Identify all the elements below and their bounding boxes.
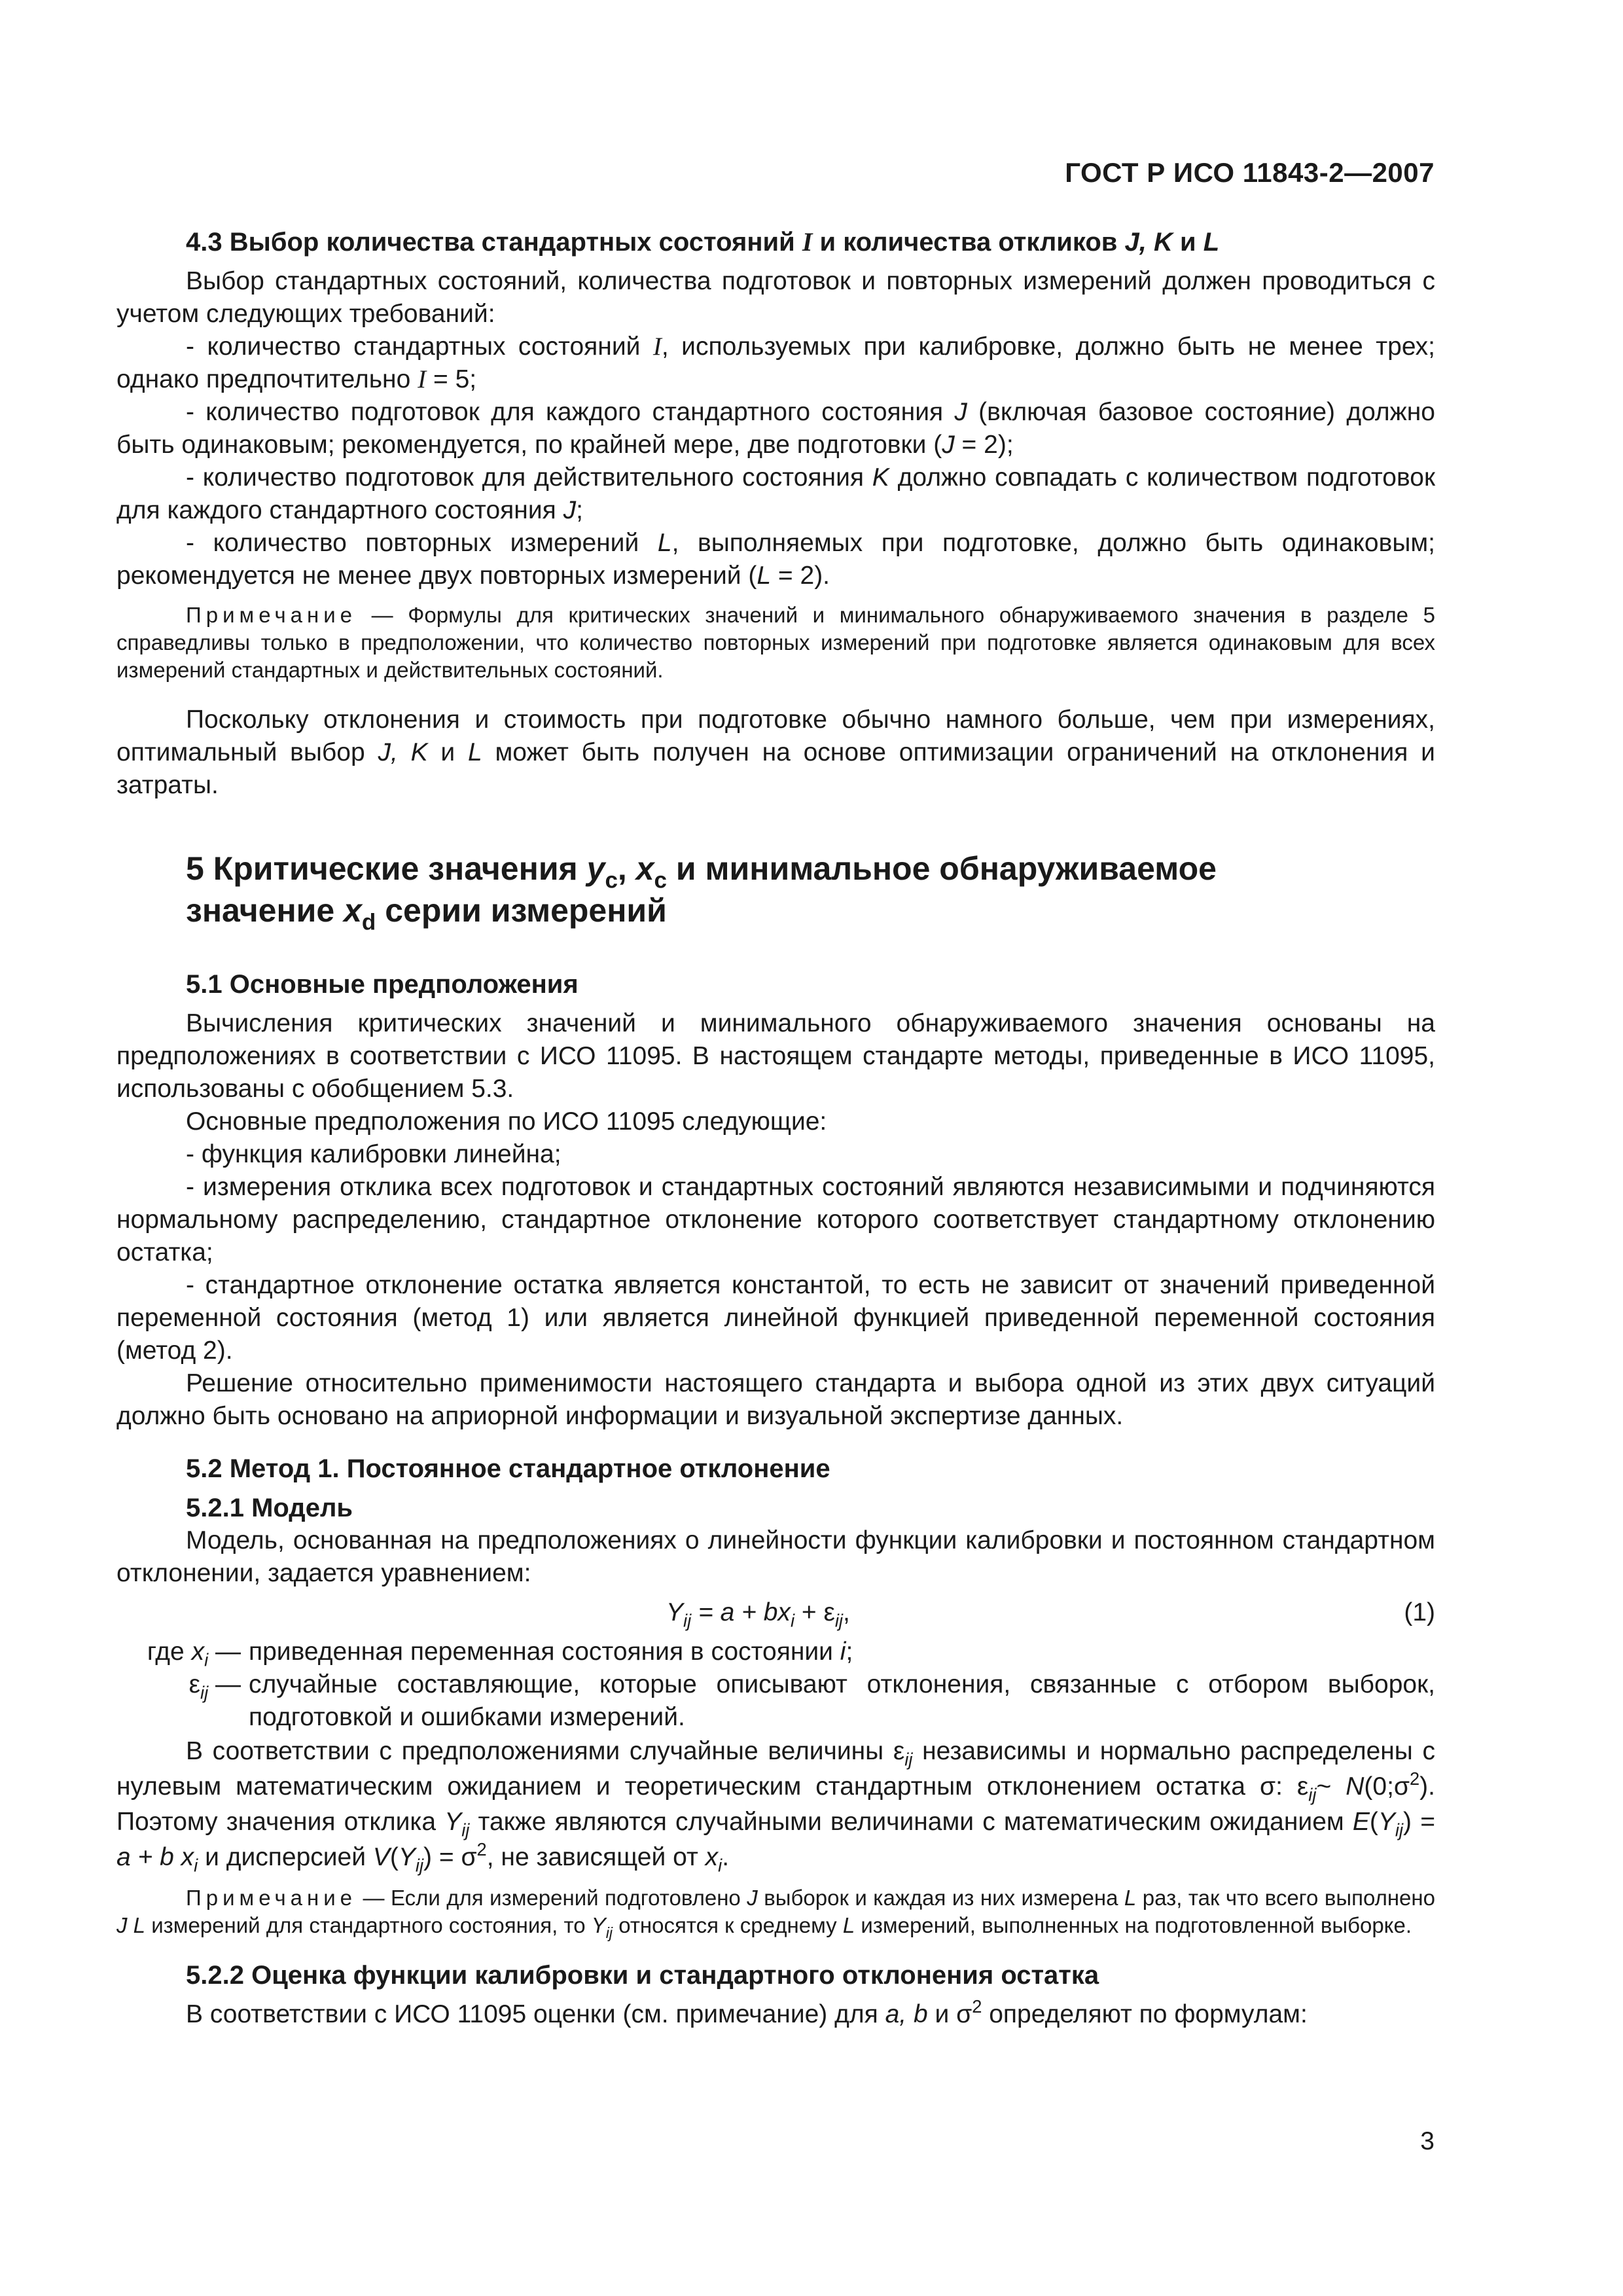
equation-1 <box>116 1594 1435 1632</box>
requirement-item-1: - количество стандартных состояний I, используемых при калибровке, должно быть не менее трех; однако предпочтительно I = 5; <box>116 332 1435 393</box>
section-5-2-1-p2: В соответствии с предположениями случайные величины $\varepsilon_{ij}$ независимы и нормально распределены с нулевым математическим ожиданием и теоретическим стандартным отклонением остатка σ: $\varepsilon_{ij}\sim$ $N(0;\sigma^2)$. Поэтому значения отклика $Y_{ij}$ также являются случайными величинами с математическим ожиданием $E(Y_{ij}) = a + b$ $x_i$ и дисперсией $V(Y_{ij}) = \sigma^2$, не зависящей от $x_i$. <box>116 1737 1435 1876</box>
section-4-3-heading: 4.3 Выбор количества стандартных состояний I и количества откликов J, K и L <box>186 227 1220 257</box>
definition-eij-text: случайные составляющие, которые описывают отклонения, связанные с отбором выборок, подготовкой и ошибками измерений. <box>249 1670 1435 1731</box>
assumption-1: - функция калибровки линейна; <box>186 1140 562 1168</box>
equation-1-formula: $Y_{ij} = a + bx_i + \varepsilon_{ij}$, <box>666 1598 850 1631</box>
assumption-3: - стандартное отклонение остатка является константой, то есть не зависит от значений приведенной переменной состояния (метод 1) или является линейной функцией приведенной переменной состояния (метод 2). <box>116 1271 1435 1365</box>
section-5-1-p1: Вычисления критических значений и минимального обнаруживаемого значения основаны на предположениях в соответствии с ИСО 11095. В настоящем стандарте методы, приведенные в ИСО 11095, использованы с обобщением 5.3. <box>116 1009 1435 1103</box>
requirement-item-3: - количество подготовок для действительного состояния K должно совпадать с количеством подготовок для каждого стандартного состояния J; <box>116 463 1436 524</box>
page-number: 3 <box>1420 2127 1435 2155</box>
section-5-2-2-p1: В соответствии с ИСО 11095 оценки (см. примечание) для a, b и $\sigma^2$ определяют по формулам: <box>186 1996 1308 2028</box>
section-4-3-closing: Поскольку отклонения и стоимость при подготовке обычно намного больше, чем при измерениях, оптимальный выбор J, K и L может быть получен на основе оптимизации ограничений на отклонения и затраты. <box>116 706 1435 799</box>
assumption-2: - измерения отклика всех подготовок и стандартных состояний являются независимыми и подчиняются нормальному распределению, стандартное отклонение которого соответствует стандартному отклонению остатка; <box>116 1173 1435 1266</box>
definition-xi-text: приведенная переменная состояния в состоянии i; <box>249 1638 853 1666</box>
document-body <box>116 226 1435 2031</box>
definition-eij-symbol: $\varepsilon_{ij}$ — <box>188 1670 241 1703</box>
section-5-2-1-heading: 5.2.1 Модель <box>186 1494 353 1522</box>
standard-header: ГОСТ Р ИСО 11843-2—2007 <box>1065 157 1435 188</box>
section-5-heading: 5 Критические значения $y_c$, $x_c$ и минимальное обнаруживаемое значение $x_d$ серии измерений <box>186 850 1217 935</box>
section-5-1-p3: Решение относительно применимости настоящего стандарта и выбора одной из этих двух ситуаций должно быть основано на априорной информации и визуальной экспертизе данных. <box>116 1369 1435 1430</box>
requirement-item-2: - количество подготовок для каждого стандартного состояния J (включая базовое состояние) должно быть одинаковым; рекомендуется, по крайней мере, две подготовки (J = 2); <box>116 398 1435 459</box>
section-5-2-1-p1: Модель, основанная на предположениях о линейности функции калибровки и постоянном стандартном отклонении, задается уравнением: <box>116 1526 1435 1587</box>
definition-xi-symbol: где $x_i$ — <box>147 1638 241 1670</box>
section-4-3-intro: Выбор стандартных состояний, количества подготовок и повторных измерений должен проводиться с учетом следующих требований: <box>116 267 1435 328</box>
note-4-3: Примечание — Формулы для критических значений и минимального обнаруживаемого значения в разделе 5 справедливы только в предположении, что количество повторных измерений при подготовке является одинаковым для всех измерений стандартных и действительных состояний. <box>116 603 1435 682</box>
equation-1-number: (1) <box>1404 1598 1435 1626</box>
note-5-2-1: Примечание — Если для измерений подготовлено J выборок и каждая из них измерена L раз, так что всего выполнено J L измерений для стандартного состояния, то $Y_{ij}$ относятся к среднему L измерений, выполненных на подготовленной выборке. <box>116 1886 1435 1942</box>
section-5-2-heading: 5.2 Метод 1. Постоянное стандартное отклонение <box>186 1454 830 1483</box>
section-5-1-p2: Основные предположения по ИСО 11095 следующие: <box>186 1107 827 1136</box>
symbol-definitions <box>116 1636 1435 1734</box>
requirement-item-4: - количество повторных измерений L, выполняемых при подготовке, должно быть одинаковым; рекомендуется не менее двух повторных измерений (L = 2). <box>116 529 1435 590</box>
section-5-2-2-heading: 5.2.2 Оценка функции калибровки и стандартного отклонения остатка <box>186 1961 1099 1990</box>
section-5-1-heading: 5.1 Основные предположения <box>186 970 579 999</box>
